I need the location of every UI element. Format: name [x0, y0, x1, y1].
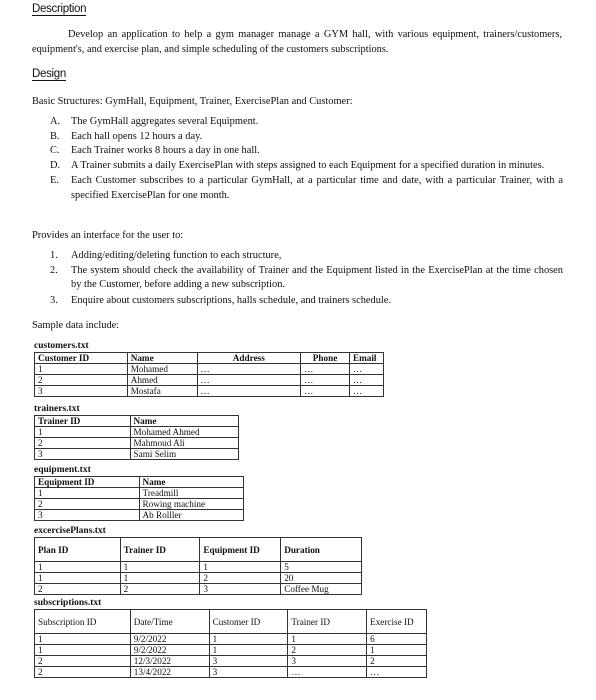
table-row: 2 13/4/2022 3 … … [35, 667, 427, 678]
trainers-caption: trainers.txt [34, 404, 80, 414]
equipment-caption: equipment.txt [34, 465, 91, 475]
structure-list [50, 115, 563, 203]
plans-table [34, 537, 362, 595]
subscriptions-caption: subscriptions.txt [34, 598, 102, 608]
plans-caption: excercisePlans.txt [34, 526, 106, 536]
table-row: 1 Mohamed … … … [35, 364, 384, 375]
table-header-row: Subscription ID Date/Time Customer ID Trainer ID Exercise ID [35, 610, 427, 634]
list-item: 3. Enquire about customers subscriptions, halls schedule, and trainers schedule. [50, 294, 392, 306]
table-header-row: Customer ID Name Address Phone Email [35, 353, 384, 364]
table-row: 2 12/3/2022 3 3 2 [35, 656, 427, 667]
table-row: 3 Mostafa … … … [35, 386, 384, 397]
table-row: 2 2 3 Coffee Mug [35, 584, 362, 595]
list-item: A. The GymHall aggregates several Equipment. [50, 116, 259, 127]
description-text: Develop an application to help a gym manager manage a GYM hall, with various equipment, trainers/customers, equipment's, and exercise plan, and simple scheduling of the customers subscriptions. [32, 29, 562, 55]
table-header-row: Plan ID Trainer ID Equipment ID Duration [35, 538, 362, 562]
list-item: B. Each hall opens 12 hours a day. [50, 130, 203, 142]
table-row: 1 9/2/2022 1 2 1 [35, 645, 427, 656]
interface-list [50, 249, 563, 308]
table-header-row: Equipment ID Name [35, 477, 244, 488]
equipment-table [34, 476, 244, 521]
table-header-row: Trainer ID Name [35, 416, 239, 427]
table-row: 1 1 2 20 [35, 573, 362, 584]
table-row: 1 Treadmill [35, 488, 244, 499]
basic-structures-text: Basic Structures: GymHall, Equipment, Trainer, ExercisePlan and Customer: [32, 96, 353, 107]
table-row: 1 1 1 5 [35, 562, 362, 573]
customers-table [34, 352, 384, 397]
table-row: 3 Ab Rolller [35, 510, 244, 521]
subscriptions-table [34, 609, 427, 678]
list-item: E. Each Customer subscribes to a particular GymHall, at a particular time and date, with a particular Trainer, with a specified ExercisePlan for one month. [50, 175, 563, 201]
table-row: 2 Ahmed … … … [35, 375, 384, 386]
sample-intro: Sample data include: [32, 320, 120, 331]
table-row: 1 9/2/2022 1 1 6 [35, 634, 427, 645]
trainers-table [34, 415, 239, 460]
table-row: 3 Sami Selim [35, 449, 239, 460]
table-row: 1 Mohamed Ahmed [35, 427, 239, 438]
list-item: D. A Trainer submits a daily ExercisePlan with steps assigned to each Equipment for a specified duration in minutes. [50, 159, 545, 171]
interface-intro: Provides an interface for the user to: [32, 230, 184, 241]
table-row: 2 Rowing machine [35, 499, 244, 510]
design-heading: Design [32, 68, 66, 80]
list-item: C. Each Trainer works 8 hours a day in one hall. [50, 145, 260, 156]
customers-caption: customers.txt [34, 341, 89, 351]
description-heading: Description [32, 3, 87, 15]
list-item: 2. The system should check the availability of Trainer and the Equipment listed in the ExercisePlan at the time chosen by the Customer, before adding a new subscription. [50, 264, 563, 290]
list-item: 1. Adding/editing/deleting function to each structure, [50, 250, 282, 261]
table-row: 2 Mahmoud Ali [35, 438, 239, 449]
